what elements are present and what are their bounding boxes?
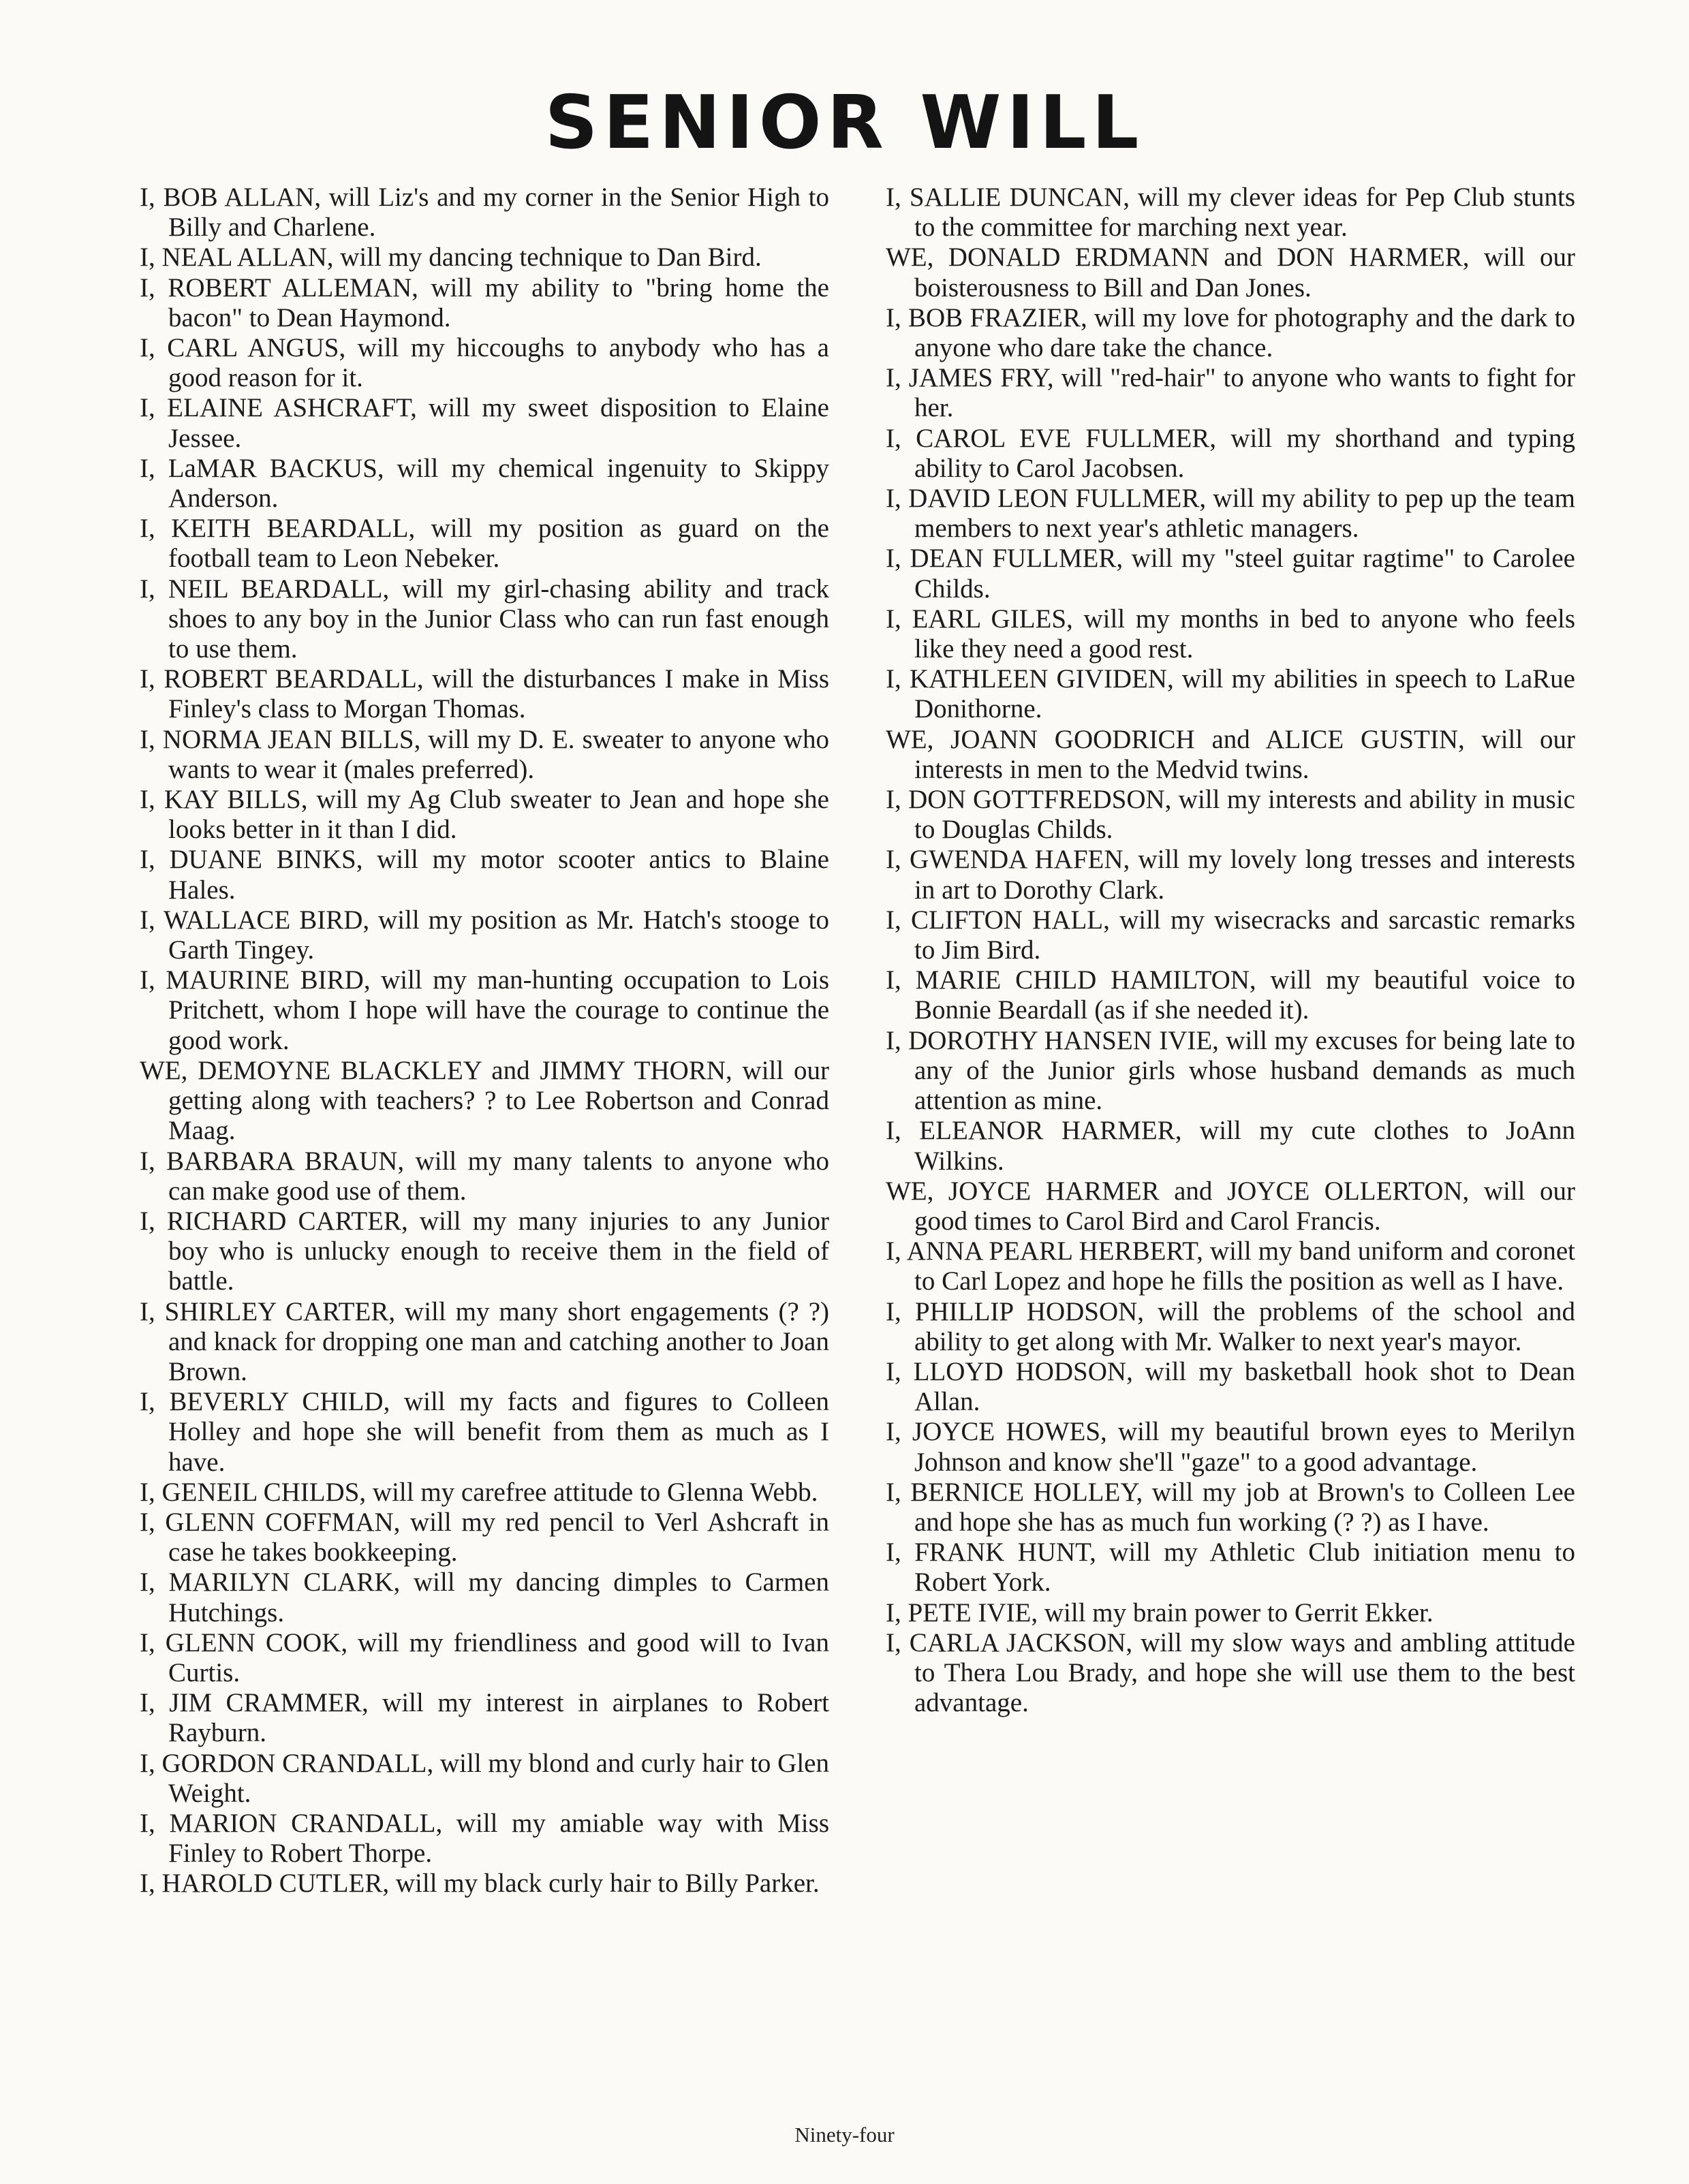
will-entry: WE, JOANN GOODRICH and ALICE GUSTIN, will our interests in men to the Medvid twins. bbox=[886, 724, 1575, 784]
will-entry: I, DOROTHY HANSEN IVIE, will my excuses for being late to any of the Junior girls whose husband demands as much attention as mine. bbox=[886, 1025, 1575, 1116]
will-entry: I, CARL ANGUS, will my hiccoughs to anybody who has a good reason for it. bbox=[140, 333, 829, 393]
page-title: SENIOR WILL bbox=[544, 80, 1145, 166]
will-entry: I, BOB FRAZIER, will my love for photography and the dark to anyone who dare take the chance. bbox=[886, 302, 1575, 363]
will-entry: I, CARLA JACKSON, will my slow ways and ambling attitude to Thera Lou Brady, and hope she will use them to the best advantage. bbox=[886, 1627, 1575, 1718]
will-entry: I, JOYCE HOWES, will my beautiful brown eyes to Merilyn Johnson and know she'll "gaze" to a good advantage. bbox=[886, 1417, 1575, 1477]
will-entry: I, GENEIL CHILDS, will my carefree attitude to Glenna Webb. bbox=[140, 1477, 818, 1507]
will-entry: I, WALLACE BIRD, will my position as Mr. Hatch's stooge to Garth Tingey. bbox=[140, 905, 829, 965]
will-entry: I, DEAN FULLMER, will my "steel guitar ragtime" to Carolee Childs. bbox=[886, 544, 1575, 604]
will-entry: I, NEIL BEARDALL, will my girl-chasing ability and track shoes to any boy in the Junior Class who can run fast enough to use them. bbox=[140, 574, 829, 664]
will-entry: I, BOB ALLAN, will Liz's and my corner in the Senior High to Billy and Charlene. bbox=[140, 183, 829, 243]
will-entry: I, MAURINE BIRD, will my man-hunting occupation to Lois Pritchett, whom I hope will have the courage to continue the good work. bbox=[140, 965, 829, 1055]
will-entry: I, JIM CRAMMER, will my interest in airplanes to Robert Rayburn. bbox=[140, 1688, 829, 1748]
will-entry: I, BERNICE HOLLEY, will my job at Brown's to Colleen Lee and hope she has as much fun working (? ?) as I have. bbox=[886, 1477, 1575, 1537]
will-entry: I, FRANK HUNT, will my Athletic Club initiation menu to Robert York. bbox=[886, 1538, 1575, 1597]
will-entry: I, NEAL ALLAN, will my dancing technique to Dan Bird. bbox=[140, 243, 762, 272]
will-entry: I, MARION CRANDALL, will my amiable way with Miss Finley to Robert Thorpe. bbox=[140, 1808, 829, 1869]
will-entry: I, MARIE CHILD HAMILTON, will my beautiful voice to Bonnie Beardall (as if she needed it). bbox=[886, 965, 1575, 1025]
right-column bbox=[886, 183, 1575, 1718]
will-entry: I, NORMA JEAN BILLS, will my D. E. sweater to anyone who wants to wear it (males preferred). bbox=[140, 724, 829, 784]
will-entry: I, GWENDA HAFEN, will my lovely long tresses and interests in art to Dorothy Clark. bbox=[886, 845, 1575, 905]
will-entry: I, DUANE BINKS, will my motor scooter antics to Blaine Hales. bbox=[140, 845, 829, 905]
will-entry: I, JAMES FRY, will "red-hair" to anyone who wants to fight for her. bbox=[886, 363, 1575, 423]
will-entry: I, DON GOTTFREDSON, will my interests and ability in music to Douglas Childs. bbox=[886, 785, 1575, 845]
will-entry: I, RICHARD CARTER, will my many injuries to any Junior boy who is unlucky enough to receive them in the field of battle. bbox=[140, 1206, 829, 1296]
will-entry: I, BARBARA BRAUN, will my many talents to anyone who can make good use of them. bbox=[140, 1146, 829, 1206]
will-entry: I, ROBERT BEARDALL, will the disturbances I make in Miss Finley's class to Morgan Thomas. bbox=[140, 664, 829, 724]
will-entry: I, KAY BILLS, will my Ag Club sweater to Jean and hope she looks better in it than I did. bbox=[140, 785, 829, 845]
left-column bbox=[140, 183, 829, 1899]
will-entry: I, ELAINE ASHCRAFT, will my sweet disposition to Elaine Jessee. bbox=[140, 393, 829, 453]
will-entry: I, ELEANOR HARMER, will my cute clothes to JoAnn Wilkins. bbox=[886, 1116, 1575, 1176]
will-entry: I, KATHLEEN GIVIDEN, will my abilities in speech to LaRue Donithorne. bbox=[886, 664, 1575, 724]
will-entry: I, KEITH BEARDALL, will my position as guard on the football team to Leon Nebeker. bbox=[140, 514, 829, 574]
will-entry: WE, JOYCE HARMER and JOYCE OLLERTON, will our good times to Carol Bird and Carol Francis. bbox=[886, 1176, 1575, 1236]
will-entry: I, HAROLD CUTLER, will my black curly hair to Billy Parker. bbox=[140, 1869, 820, 1899]
will-entry: I, BEVERLY CHILD, will my facts and figures to Colleen Holley and hope she will benefit from them as much as I have. bbox=[140, 1387, 829, 1477]
will-entry: I, EARL GILES, will my months in bed to anyone who feels like they need a good rest. bbox=[886, 604, 1575, 664]
will-entry: I, GORDON CRANDALL, will my blond and curly hair to Glen Weight. bbox=[140, 1748, 829, 1808]
will-entry: I, CLIFTON HALL, will my wisecracks and sarcastic remarks to Jim Bird. bbox=[886, 905, 1575, 965]
will-entry: I, SHIRLEY CARTER, will my many short engagements (? ?) and knack for dropping one man and catching another to Joan Brown. bbox=[140, 1296, 829, 1386]
will-entry: I, GLENN COOK, will my friendliness and good will to Ivan Curtis. bbox=[140, 1627, 829, 1687]
will-entry: I, SALLIE DUNCAN, will my clever ideas for Pep Club stunts to the committee for marching next year. bbox=[886, 183, 1575, 243]
will-entry: I, LLOYD HODSON, will my basketball hook shot to Dean Allan. bbox=[886, 1356, 1575, 1417]
will-entry: I, ANNA PEARL HERBERT, will my band uniform and coronet to Carl Lopez and hope he fills the position as well as I have. bbox=[886, 1236, 1575, 1296]
page-number: Ninety-four bbox=[794, 2123, 895, 2147]
will-entry: I, ROBERT ALLEMAN, will my ability to "bring home the bacon" to Dean Haymond. bbox=[140, 272, 829, 332]
will-entry: I, CAROL EVE FULLMER, will my shorthand and typing ability to Carol Jacobsen. bbox=[886, 423, 1575, 483]
will-entry: I, LaMAR BACKUS, will my chemical ingenuity to Skippy Anderson. bbox=[140, 453, 829, 514]
will-entry: I, PHILLIP HODSON, will the problems of the school and ability to get along with Mr. Walker to next year's mayor. bbox=[886, 1296, 1575, 1356]
will-entry: I, GLENN COFFMAN, will my red pencil to Verl Ashcraft in case he takes bookkeeping. bbox=[140, 1507, 829, 1567]
will-entry: I, MARILYN CLARK, will my dancing dimples to Carmen Hutchings. bbox=[140, 1567, 829, 1627]
will-entry: I, PETE IVIE, will my brain power to Gerrit Ekker. bbox=[886, 1597, 1434, 1627]
will-entry: WE, DONALD ERDMANN and DON HARMER, will our boisterousness to Bill and Dan Jones. bbox=[886, 243, 1575, 302]
will-entry: I, DAVID LEON FULLMER, will my ability to pep up the team members to next year's athletic managers. bbox=[886, 484, 1575, 544]
will-entry: WE, DEMOYNE BLACKLEY and JIMMY THORN, will our getting along with teachers? ? to Lee Robertson and Conrad Maag. bbox=[140, 1055, 829, 1146]
